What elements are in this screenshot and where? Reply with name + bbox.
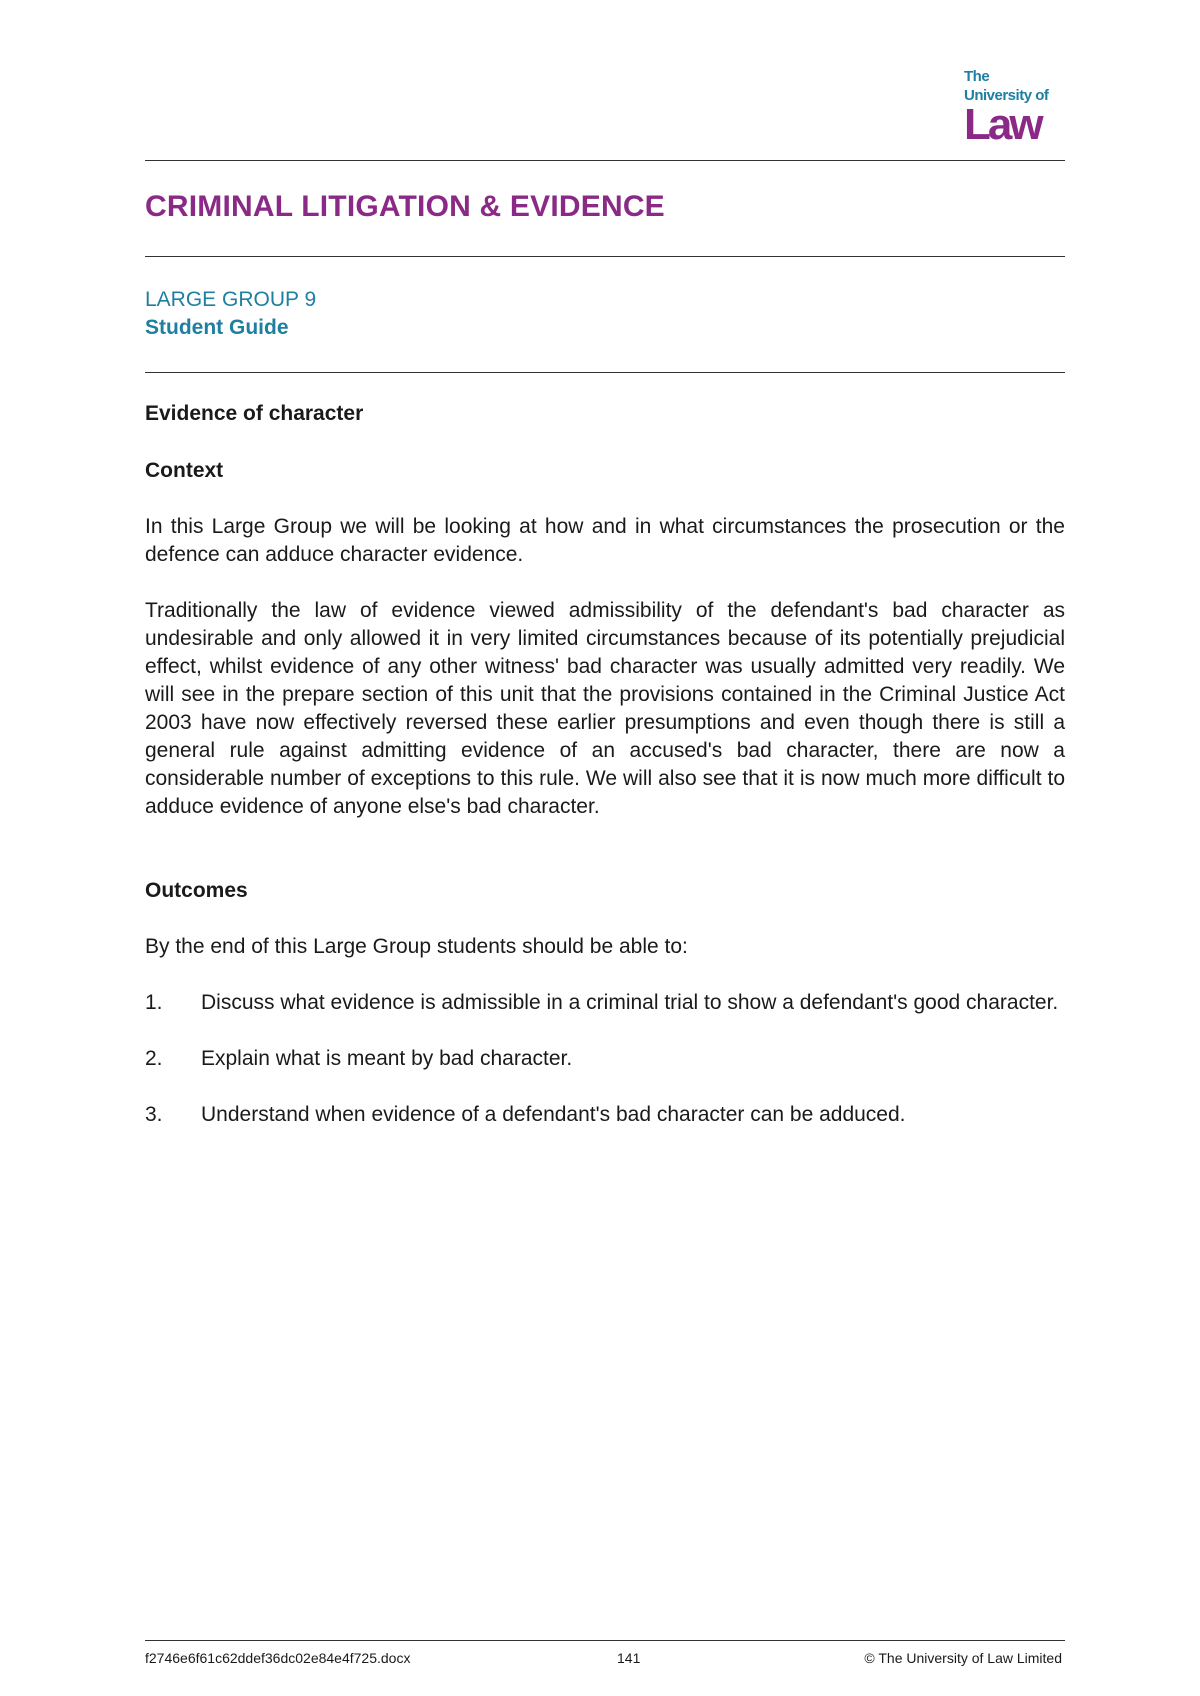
outcome-number: 1. <box>145 991 163 1014</box>
footer-divider <box>145 1640 1065 1641</box>
outcomes-heading: Outcomes <box>145 879 248 902</box>
context-heading: Context <box>145 459 224 482</box>
document-title: CRIMINAL LITIGATION & EVIDENCE <box>145 190 665 223</box>
context-paragraph-1: In this Large Group we will be looking at how and in what circumstances the prosecution or the defence can adduce character evidence. <box>145 515 1065 566</box>
logo-line-university: University of <box>964 87 1049 104</box>
outcome-number: 3. <box>145 1103 163 1126</box>
group-label: LARGE GROUP 9 <box>145 288 317 311</box>
outcome-text: Discuss what evidence is admissible in a criminal trial to show a defendant's good character. <box>201 991 1059 1014</box>
subtitle-block <box>145 286 316 342</box>
context-paragraph-2: Traditionally the law of evidence viewed admissibility of the defendant's bad character as undesirable and only allowed it in very limited circumstances because of its potentially prejudicial effect, whilst evidence of any other witness' bad character was usually admitted very readily. We will see in the prepare section of this unit that the provisions contained in the Criminal Justice Act 2003 have now effectively reversed these earlier presumptions and even though there is still a general rule against admitting evidence of an accused's bad character, there are now a considerable number of exceptions to this rule. We will also see that it is now much more difficult to adduce evidence of anyone else's bad character. <box>145 599 1065 818</box>
document-body <box>145 400 1065 1157</box>
outcome-item <box>145 1045 1065 1073</box>
footer-filename: f2746e6f61c62ddef36dc02e84e4f725.docx <box>145 1650 411 1666</box>
outcome-text: Explain what is meant by bad character. <box>201 1047 573 1070</box>
divider-top <box>145 160 1065 161</box>
logo-line-the: The <box>964 68 990 85</box>
outcome-number: 2. <box>145 1047 163 1070</box>
outcome-item <box>145 1101 1065 1129</box>
footer-page-number: 141 <box>617 1650 641 1666</box>
outcome-text: Understand when evidence of a defendant's bad character can be adduced. <box>201 1103 906 1126</box>
evidence-heading: Evidence of character <box>145 402 364 425</box>
divider-subtitle <box>145 372 1065 373</box>
outcomes-intro: By the end of this Large Group students should be able to: <box>145 935 688 958</box>
guide-label: Student Guide <box>145 316 289 339</box>
footer-copyright: © The University of Law Limited <box>864 1650 1062 1666</box>
outcome-item <box>145 989 1065 1017</box>
divider-title <box>145 256 1065 257</box>
university-of-law-logo <box>964 67 1064 147</box>
logo-line-law: Law <box>964 100 1041 149</box>
